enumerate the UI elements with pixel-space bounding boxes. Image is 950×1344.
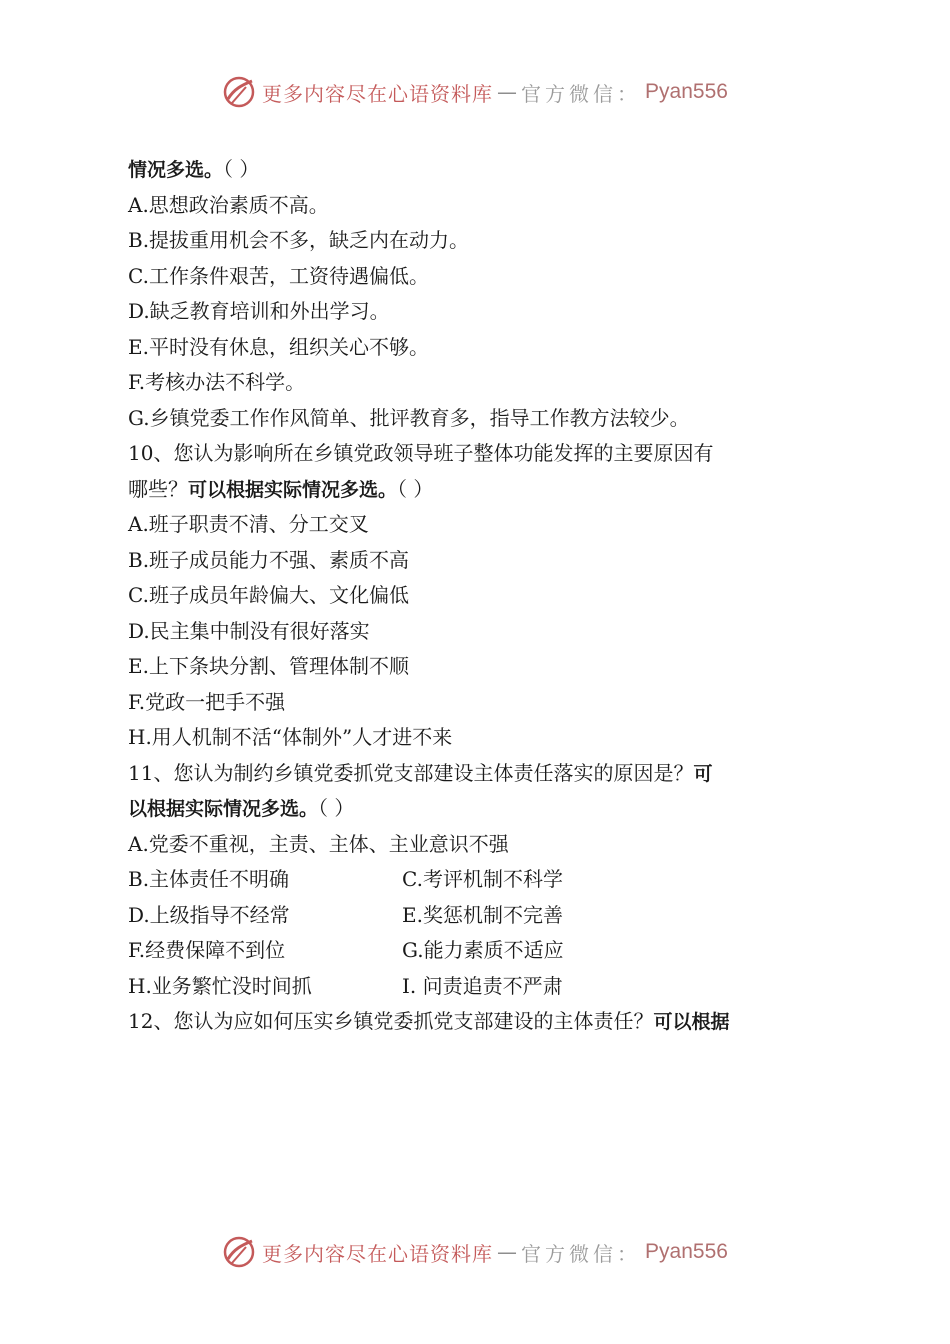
brand-logo-icon	[222, 1235, 256, 1269]
q11-option-row	[128, 862, 848, 898]
q11-option-row	[128, 933, 848, 969]
q10-option: A.班子职责不清、分工交叉	[128, 512, 369, 536]
q10-line2-bold: 可以根据实际情况多选。	[188, 479, 398, 501]
q10-question-line1: 10、您认为影响所在乡镇党政领导班子整体功能发挥的主要原因有	[128, 441, 714, 465]
q11-option: D.上级指导不经常	[128, 902, 290, 927]
q11-option: C.考评机制不科学	[402, 867, 563, 891]
q11-option-row	[128, 969, 848, 1005]
q12-bold: 可以根据	[653, 1012, 730, 1033]
watermark-brand: 更多内容尽在心语资料库	[262, 81, 494, 106]
q10-question-line2	[128, 472, 848, 508]
watermark-official: 官方微信：	[521, 1241, 642, 1266]
q9-option: F.考核办法不科学。	[128, 370, 306, 394]
q11-option: F.经费保障不到位	[128, 938, 286, 962]
q11-question-line2	[128, 791, 848, 827]
q9-option: E.平时没有休息，组织关心不够。	[128, 334, 429, 359]
q11-option: G.能力素质不适应	[402, 938, 564, 962]
watermark-account: Pyan556	[645, 80, 728, 103]
q10-paren: （ ）	[397, 476, 434, 501]
q11-line2-bold: 以根据实际情况多选。	[128, 799, 319, 820]
q9-tail	[128, 152, 848, 188]
q11-question-line1	[128, 756, 848, 792]
q12-text: 12、您认为应如何压实乡镇党委抓党支部建设的主体责任？	[128, 1009, 654, 1033]
watermark-header	[0, 72, 950, 112]
brand-logo-icon	[222, 75, 256, 109]
q9-option: D.缺乏教育培训和外出学习。	[128, 299, 390, 323]
q11-option: E.奖惩机制不完善	[402, 902, 563, 927]
q11-option-a: A.党委不重视，主责、主体、主业意识不强	[128, 831, 509, 856]
q10-option: F.党政一把手不强	[128, 689, 286, 714]
q9-option: B.提拔重用机会不多，缺乏内在动力。	[128, 228, 470, 252]
q9-option: G.乡镇党委工作作风简单、批评教育多，指导工作教方法较少。	[128, 405, 690, 430]
q11-option: B.主体责任不明确	[128, 867, 290, 891]
q9-option: A.思想政治素质不高。	[128, 192, 329, 217]
q11-option: I. 问责追责不严肃	[402, 973, 563, 998]
q10-line2-text: 哪些？	[128, 476, 188, 501]
watermark-brand: 更多内容尽在心语资料库	[262, 1241, 494, 1266]
watermark-account: Pyan556	[645, 1240, 728, 1263]
watermark-separator: —	[497, 1240, 518, 1264]
q10-option: C.班子成员年龄偏大、文化偏低	[128, 583, 409, 607]
watermark-footer	[0, 1232, 950, 1272]
q11-paren: （ ）	[318, 796, 355, 820]
q10-option: E.上下条块分割、管理体制不顺	[128, 654, 409, 678]
q11-line1-text: 11、您认为制约乡镇党委抓党支部建设主体责任落实的原因是？	[128, 760, 694, 785]
q9-tail-bold: 情况多选。	[128, 160, 224, 181]
watermark-official: 官方微信：	[521, 81, 642, 106]
watermark-separator: —	[497, 80, 518, 104]
q11-option-row	[128, 898, 848, 934]
q11-option: H.业务繁忙没时间抓	[128, 973, 312, 998]
q12-question	[128, 1004, 848, 1040]
q9-paren: （ ）	[223, 157, 260, 181]
q10-option: D.民主集中制没有很好落实	[128, 618, 370, 643]
q9-option: C.工作条件艰苦，工资待遇偏低。	[128, 263, 429, 288]
q10-option: B.班子成员能力不强、素质不高	[128, 547, 410, 572]
q10-option: H.用人机制不活“体制外”人才进不来	[128, 725, 453, 749]
q11-line1-bold: 可	[693, 763, 713, 785]
document-body	[128, 152, 848, 1040]
